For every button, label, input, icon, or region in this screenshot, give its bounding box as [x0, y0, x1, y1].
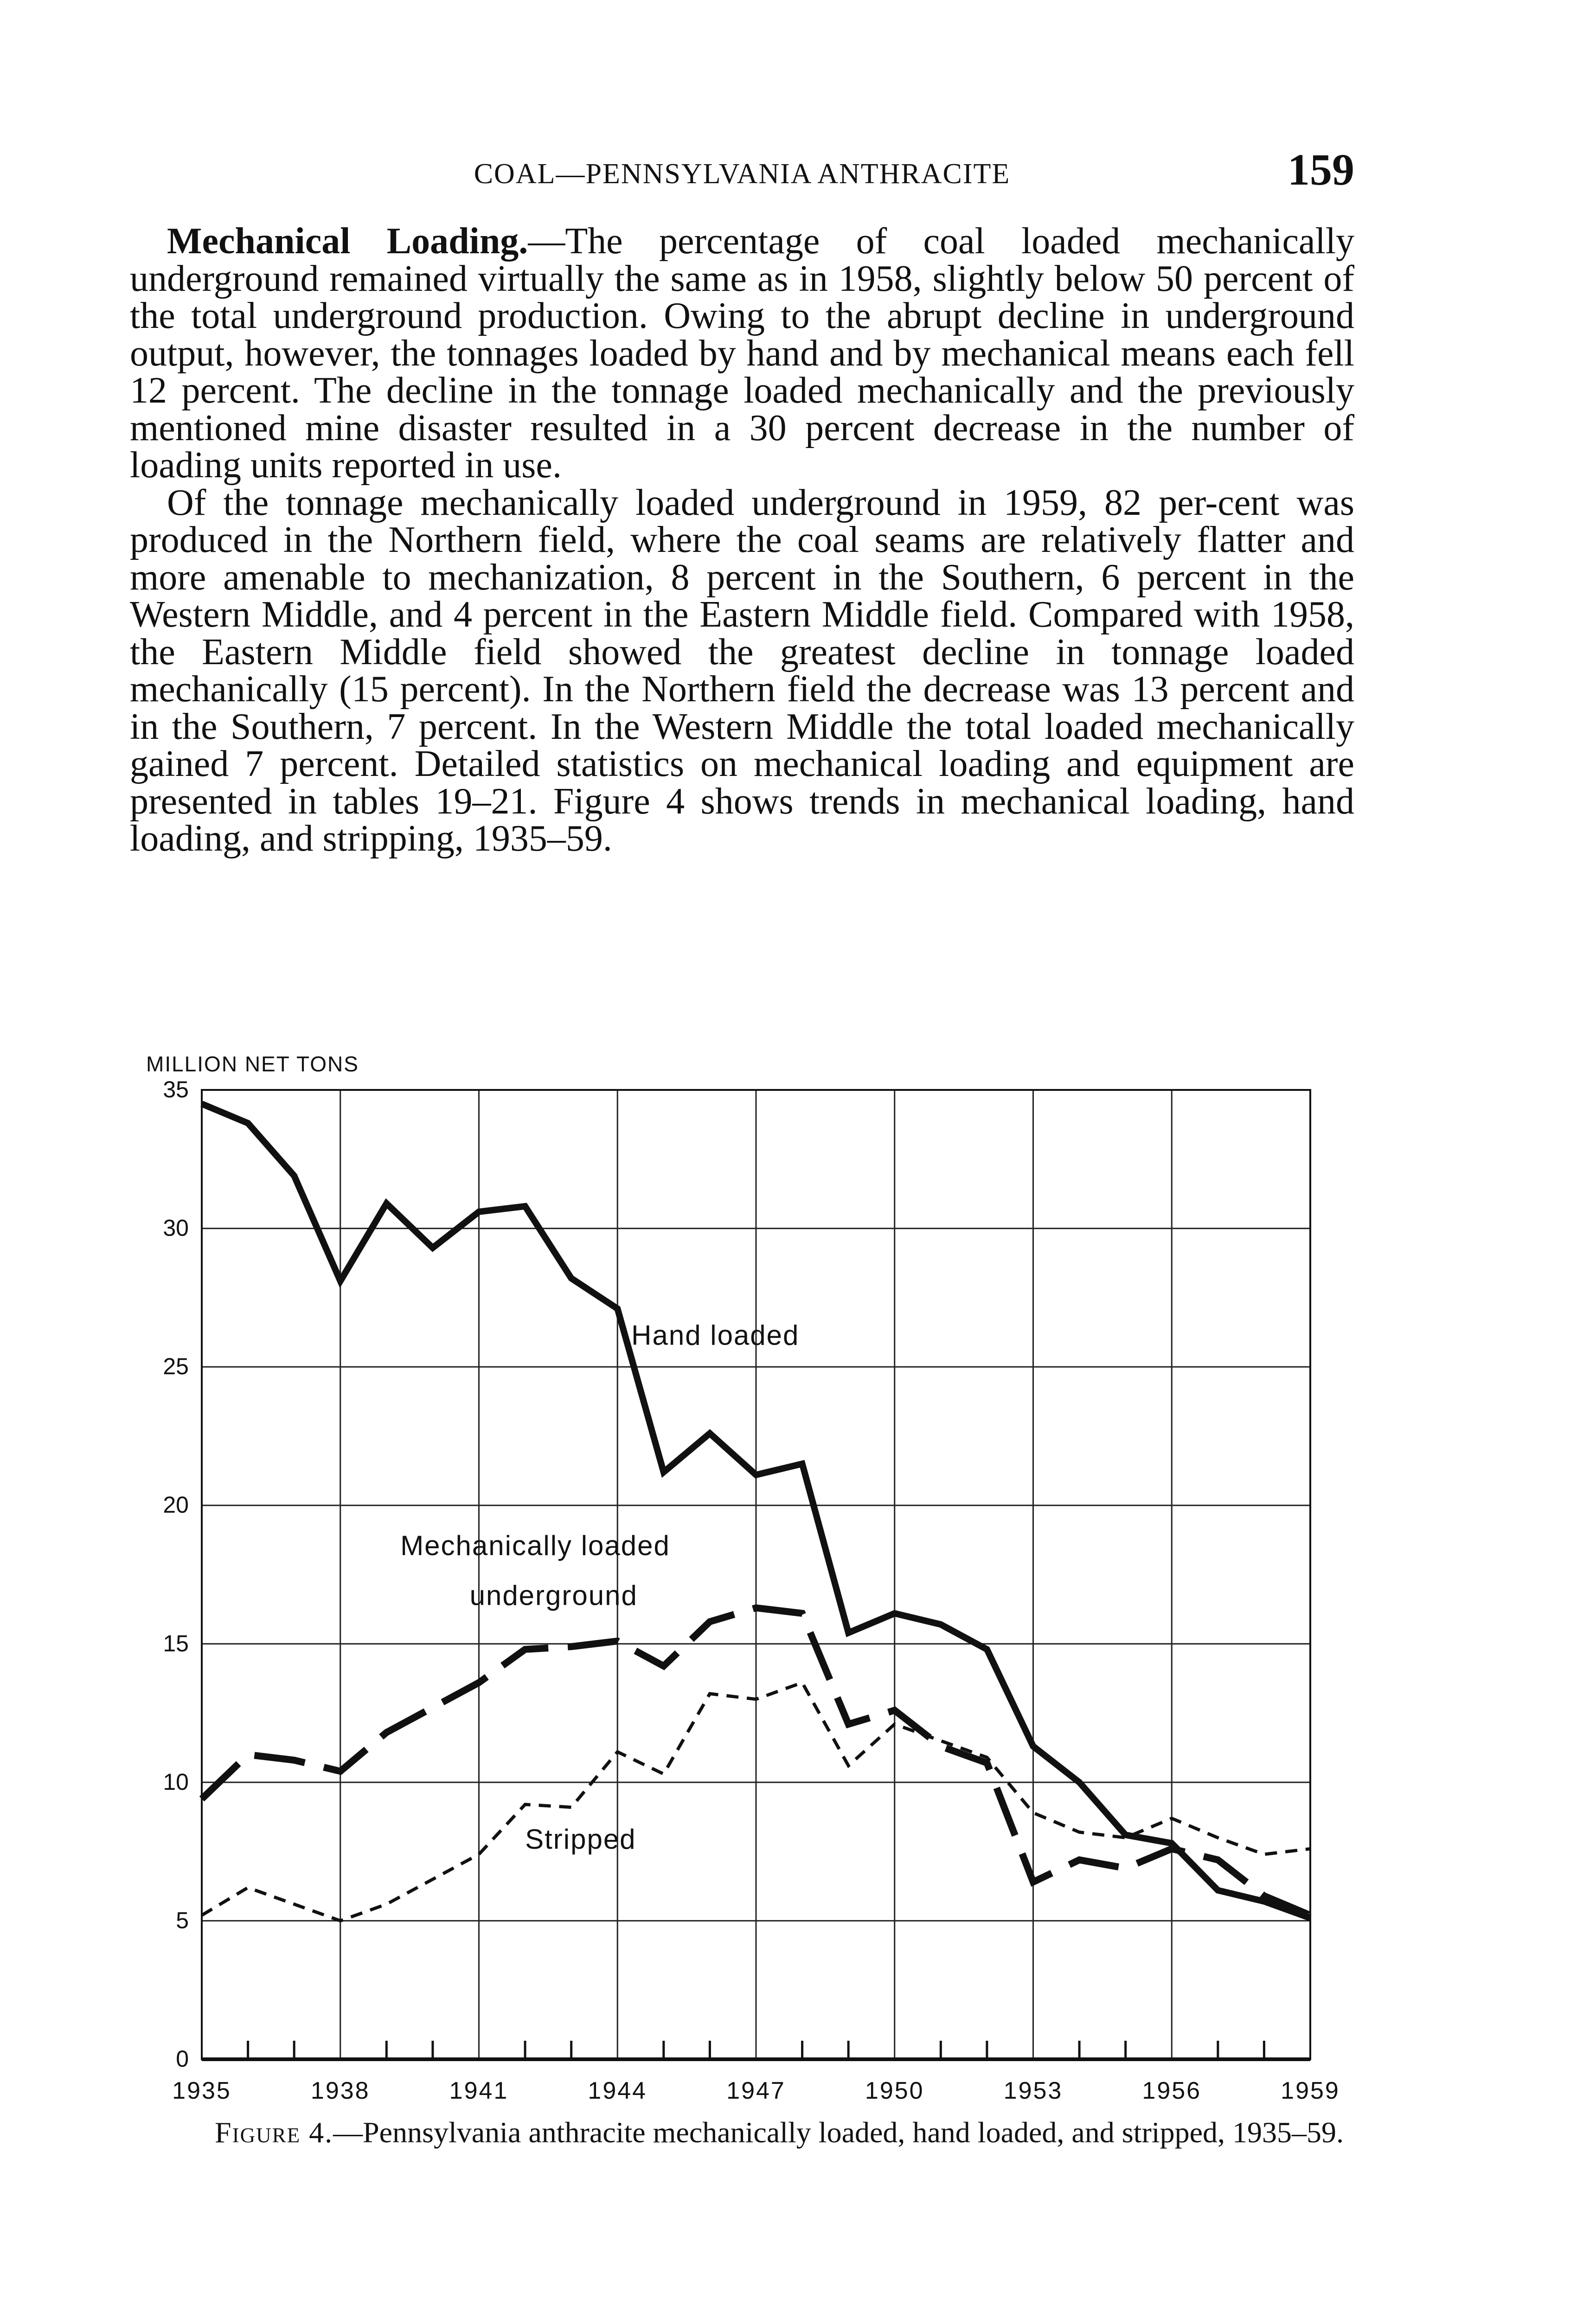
- running-head: COAL—PENNSYLVANIA ANTHRACITE: [474, 158, 1011, 190]
- x-tick-label: 1938: [310, 2077, 370, 2104]
- paragraph-2: Of the tonnage mechanically loaded underground in 1959, 82 per-cent was produced in the Northern field, where the coal seams are relatively flatter and more amenable to mechanization, 8 percent in the Southern, 6 percent in the Western Middle, and 4 percent in the Eastern Middle field. Compared with 1958, the Eastern Middle field showed the greatest decline in tonnage loaded mechanically (15 percent). In the Northern field the decrease was 13 percent and in the Southern, 7 percent. In the Western Middle the total loaded mechanically gained 7 percent. Detailed statistics on mechanical loading and equipment are presented in tables 19–21. Figure 4 shows trends in mechanical loading, hand loading, and stripping, 1935–59.: [130, 482, 1354, 859]
- y-tick-label: 35: [163, 1076, 189, 1102]
- y-tick-label: 20: [163, 1492, 189, 1518]
- annotation-mechanically-loaded: Mechanically loaded: [400, 1530, 670, 1562]
- x-tick-label: 1941: [449, 2077, 509, 2104]
- y-tick-label: 25: [163, 1353, 189, 1380]
- annotation-hand-loaded: Hand loaded: [631, 1320, 800, 1351]
- paragraph-1-text: —The percentage of coal loaded mechanically underground remained virtually the same as in 1958, slightly below 50 percent of the total underground production. Owing to the abrupt decline in underground output, however, the tonnages loaded by hand and by mechanical means each fell 12 percent. The decline in the tonnage loaded mechanically and the previously mentioned mine disaster resulted in a 30 percent decrease in the number of loading units reported in use.: [130, 221, 1354, 486]
- page-number: 159: [1288, 145, 1354, 194]
- x-tick-label: 1950: [865, 2077, 924, 2104]
- x-tick-label: 1953: [1003, 2077, 1063, 2104]
- y-tick-label: 5: [176, 1907, 189, 1934]
- y-tick-label: 15: [163, 1630, 189, 1657]
- line-chart: [139, 1034, 1391, 2110]
- figure-label: Figure 4.: [215, 2116, 333, 2149]
- y-tick-label: 0: [176, 2046, 189, 2072]
- figure-caption-text: —Pennsylvania anthracite mechanically loaded, hand loaded, and stripped, 1935–59.: [333, 2116, 1344, 2149]
- annotation-underground: underground: [469, 1580, 638, 1611]
- run-in-heading: Mechanical Loading.: [167, 221, 528, 262]
- y-axis-label: MILLION NET TONS: [146, 1052, 359, 1076]
- x-tick-label: 1959: [1281, 2077, 1340, 2104]
- x-tick-label: 1935: [172, 2077, 231, 2104]
- y-tick-label: 30: [163, 1215, 189, 1241]
- annotation-stripped: Stripped: [525, 1824, 636, 1855]
- paragraph-mechanical-loading: [130, 223, 1354, 484]
- x-tick-label: 1944: [588, 2077, 647, 2104]
- body-text: [130, 223, 1354, 858]
- figure-4: [139, 1034, 1391, 2222]
- x-tick-label: 1956: [1142, 2077, 1202, 2104]
- y-tick-label: 10: [163, 1768, 189, 1795]
- page-header: [130, 135, 1354, 209]
- x-tick-label: 1947: [726, 2077, 786, 2104]
- figure-caption: [176, 2115, 1382, 2150]
